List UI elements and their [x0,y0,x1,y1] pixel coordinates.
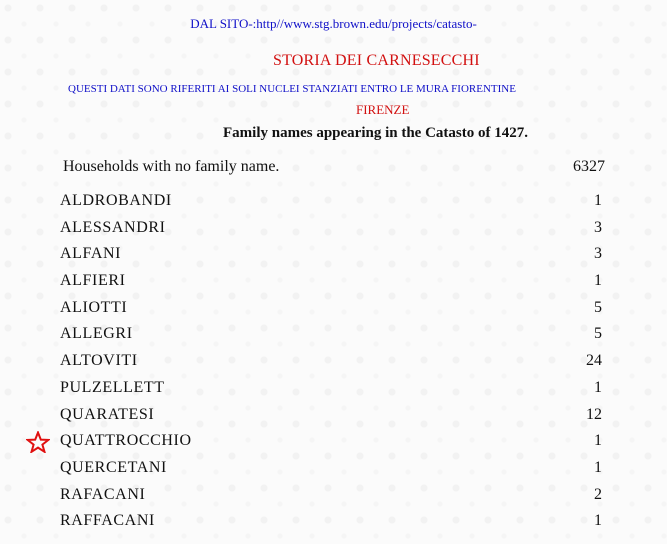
family-list [0,190,667,537]
family-row [0,377,667,404]
no-family-label: Households with no family name. [63,158,280,175]
family-row [0,457,667,484]
family-name: ALIOTTI [60,298,128,316]
family-row [0,404,667,431]
family-name: ALDROBANDI [60,192,172,209]
table-subtitle: Family names appearing in the Catasto of 1427. [223,125,528,141]
family-name: RAFACANI [60,485,146,503]
family-count: 1 [594,458,602,476]
family-row [0,323,667,350]
star-icon [26,431,50,453]
family-count: 1 [594,512,602,530]
source-link[interactable]: DAL SITO-:http//www.stg.brown.edu/projects/catasto- [190,16,477,31]
family-count: 24 [586,352,602,370]
scope-note: QUESTI DATI SONO RIFERITI AI SOLI NUCLEI STANZIATI ENTRO LE MURA FIORENTINE [68,83,516,95]
family-name: ALFIERI [60,272,126,290]
family-name: ALLEGRI [60,325,133,343]
family-count: 5 [594,298,602,316]
no-family-count: 6327 [573,158,605,175]
family-row [0,217,667,244]
family-name: QUARATESI [60,405,155,423]
family-name: PULZELLETT [60,378,165,396]
family-row-highlighted [0,430,667,457]
family-name: ALESSANDRI [60,218,166,236]
family-count: 3 [594,245,602,263]
family-row [0,297,667,324]
family-count: 2 [594,485,602,503]
family-row [0,484,667,511]
family-count: 5 [594,325,602,343]
family-name: ALFANI [60,245,122,263]
family-count: 3 [594,218,602,236]
city-label: FIRENZE [356,102,410,117]
family-count: 1 [594,378,602,396]
family-name: QUERCETANI [60,458,167,476]
family-name: ALTOVITI [60,352,138,370]
family-count: 12 [586,405,602,423]
family-row [0,510,667,537]
family-count: 1 [594,192,602,209]
family-row [0,270,667,297]
family-name: RAFFACANI [60,512,155,530]
family-row [0,350,667,377]
family-count: 1 [594,272,602,290]
family-name: QUATTROCCHIO [60,432,192,450]
page-title: STORIA DEI CARNESECCHI [273,52,480,69]
family-row [0,190,667,217]
family-count: 1 [594,432,602,450]
family-row [0,243,667,270]
